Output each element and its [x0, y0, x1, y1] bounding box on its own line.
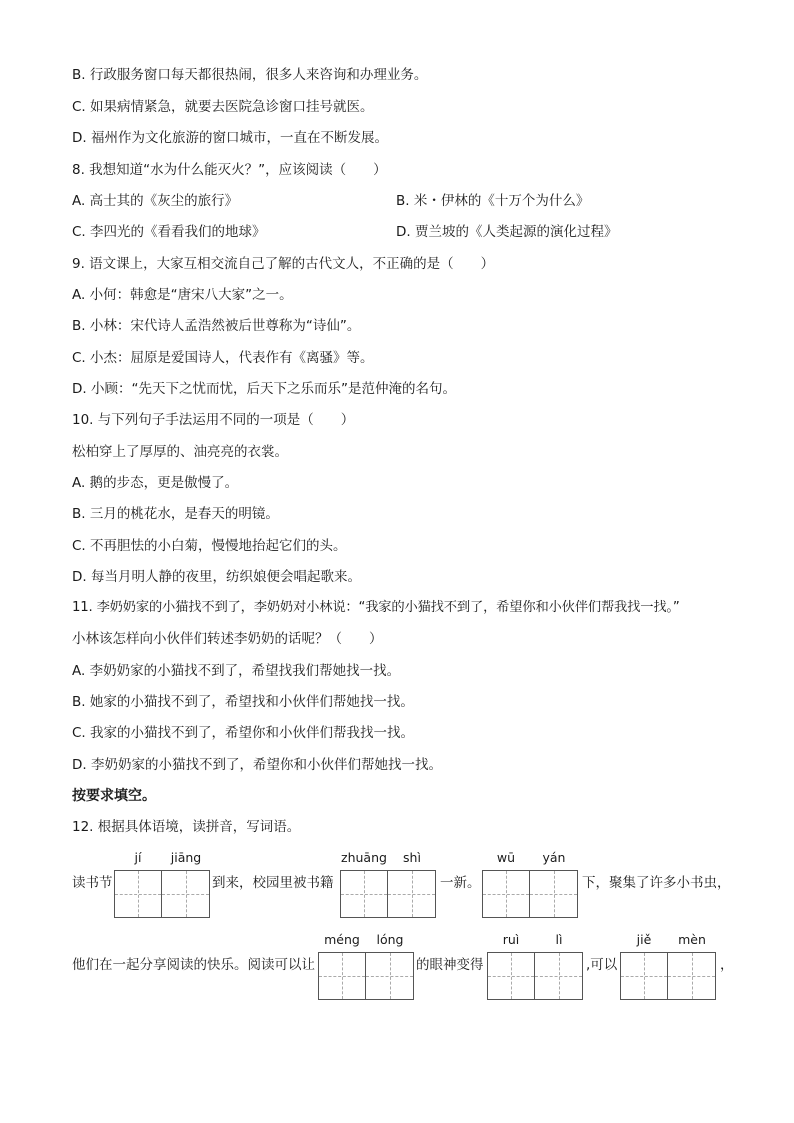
row1-pinyin-1a: jí — [134, 850, 142, 865]
fill-row-2 — [72, 932, 762, 1002]
q9-option-d: D. 小顾：“先天下之忧而忧，后天下之乐而乐”是范仲淹的名句。 — [72, 381, 456, 397]
q11-option-d: D. 李奶奶家的小猫找不到了，希望你和小伙伴们帮她找一找。 — [72, 757, 442, 773]
q12-stem: 12. 根据具体语境，读拼音，写词语。 — [72, 819, 301, 835]
q10-sentence: 松柏穿上了厚厚的、油亮亮的衣裳。 — [72, 444, 288, 460]
writing-box[interactable] — [366, 952, 414, 1000]
writing-box[interactable] — [482, 870, 530, 918]
row2-text-4: ， — [720, 957, 734, 973]
row2-pinyin-1a: méng — [324, 932, 360, 947]
q7-option-d: D. 福州作为文化旅游的窗口城市，一直在不断发展。 — [72, 130, 388, 146]
row2-pinyin-3b: mèn — [678, 932, 706, 947]
q8-stem: 8. 我想知道“水为什么能灭火？”，应该阅读（ ） — [72, 162, 387, 178]
row1-pinyin-3a: wū — [496, 850, 516, 865]
q11-stem-line1: 11. 李奶奶家的小猫找不到了，李奶奶对小林说：“我家的小猫找不到了，希望你和小伙伴们帮我找一找。” — [72, 600, 680, 615]
q10-option-b: B. 三月的桃花水，是春天的明镜。 — [72, 506, 279, 522]
q8-option-a: A. 高士其的《灰尘的旅行》 — [72, 193, 239, 209]
row2-text-3: ,可以 — [586, 957, 618, 973]
fill-row-1 — [72, 850, 762, 920]
q9-option-c: C. 小杰：屈原是爱国诗人，代表作有《离骚》等。 — [72, 350, 374, 366]
q8-option-c: C. 李四光的《看看我们的地球》 — [72, 224, 266, 240]
writing-box[interactable] — [620, 952, 668, 1000]
q8-option-b: B. 米・伊林的《十万个为什么》 — [396, 193, 590, 209]
q7-option-b: B. 行政服务窗口每天都很热闹，很多人来咨询和办理业务。 — [72, 67, 428, 83]
q10-option-d: D. 每当月明人静的夜里，纺织娘便会唱起歌来。 — [72, 569, 361, 585]
row1-pinyin-1b: jiāng — [170, 850, 202, 865]
q11-option-b: B. 她家的小猫找不到了，希望找和小伙伴们帮她找一找。 — [72, 694, 414, 710]
row1-text-2: 到来，校园里被书籍 — [212, 875, 334, 891]
row2-pinyin-2a: ruì — [502, 932, 520, 947]
row2-pinyin-2b: lì — [555, 932, 563, 947]
row1-pinyin-2a: zhuāng — [341, 850, 387, 865]
row1-text-3: 一新。 — [440, 875, 481, 891]
row1-text-1: 读书节 — [72, 875, 113, 891]
q11-option-c: C. 我家的小猫找不到了，希望你和小伙伴们帮我找一找。 — [72, 725, 415, 741]
row2-pinyin-1b: lóng — [376, 932, 404, 947]
row2-pinyin-3a: jiě — [636, 932, 652, 947]
writing-box[interactable] — [162, 870, 210, 918]
q10-option-a: A. 鹅的步态，更是傲慢了。 — [72, 475, 239, 491]
q11-stem-line2: 小林该怎样向小伙伴们转述李奶奶的话呢？（ ） — [72, 631, 383, 647]
writing-box[interactable] — [668, 952, 716, 1000]
writing-box[interactable] — [340, 870, 388, 918]
row1-pinyin-3b: yán — [542, 850, 566, 865]
q9-option-b: B. 小林：宋代诗人孟浩然被后世尊称为“诗仙”。 — [72, 318, 361, 334]
row1-text-4: 下，聚集了许多小书虫， — [582, 875, 731, 891]
writing-box[interactable] — [114, 870, 162, 918]
row2-text-1: 他们在一起分享阅读的快乐。阅读可以让 — [72, 957, 315, 973]
writing-box[interactable] — [318, 952, 366, 1000]
q9-stem: 9. 语文课上，大家互相交流自己了解的古代文人，不正确的是（ ） — [72, 256, 495, 272]
q10-stem: 10. 与下列句子手法运用不同的一项是（ ） — [72, 412, 355, 428]
q8-option-d: D. 贾兰坡的《人类起源的演化过程》 — [396, 224, 618, 240]
writing-box[interactable] — [388, 870, 436, 918]
row2-text-2: 的眼神变得 — [416, 957, 484, 973]
writing-box[interactable] — [530, 870, 578, 918]
writing-box[interactable] — [487, 952, 535, 1000]
q7-option-c: C. 如果病情紧急，就要去医院急诊窗口挂号就医。 — [72, 99, 374, 115]
q9-option-a: A. 小何：韩愈是“唐宋八大家”之一。 — [72, 287, 293, 303]
section-heading: 按要求填空。 — [72, 788, 156, 804]
writing-box[interactable] — [535, 952, 583, 1000]
q11-option-a: A. 李奶奶家的小猫找不到了，希望找我们帮她找一找。 — [72, 663, 401, 679]
row1-pinyin-2b: shì — [403, 850, 421, 865]
q10-option-c: C. 不再胆怯的小白菊，慢慢地抬起它们的头。 — [72, 538, 347, 554]
